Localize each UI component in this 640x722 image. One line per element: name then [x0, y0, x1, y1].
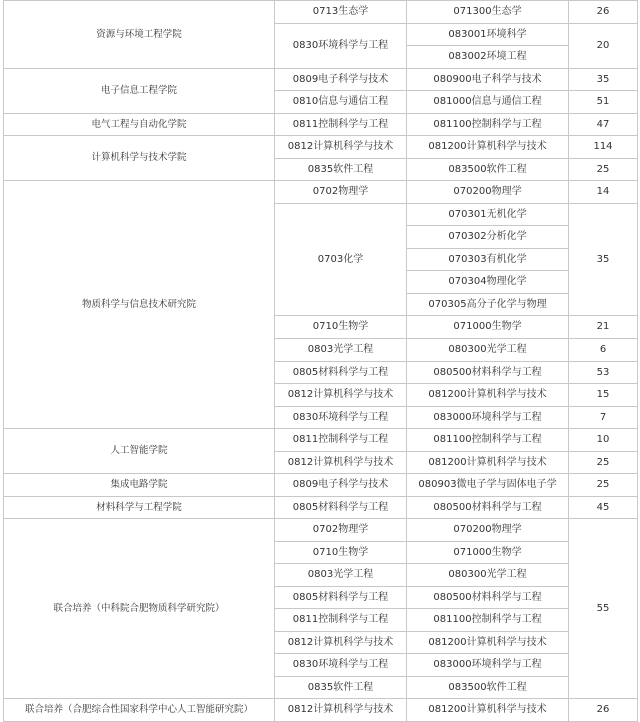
subject-cell: 070301无机化学 [407, 204, 569, 226]
table-row [4, 136, 638, 159]
subject-cell: 081100控制科学与工程 [407, 609, 569, 632]
major-cell: 0710生物学 [275, 316, 407, 339]
major-cell: 0803光学工程 [275, 564, 407, 587]
subject-cell: 070302分析化学 [407, 226, 569, 249]
college-cell: 物质科学与信息技术研究院 [4, 181, 275, 429]
table-row [4, 497, 638, 519]
college-cell: 材料科学与工程学院 [4, 497, 275, 519]
major-cell: 0830环境科学与工程 [275, 407, 407, 429]
subject-cell: 080500材料科学与工程 [407, 497, 569, 519]
college-cell: 计算机科学与技术学院 [4, 136, 275, 181]
major-cell: 0803光学工程 [275, 339, 407, 362]
major-cell: 0835软件工程 [275, 677, 407, 699]
subject-cell: 083002环境工程 [407, 46, 569, 69]
major-cell: 0710生物学 [275, 542, 407, 564]
college-cell: 人工智能学院 [4, 429, 275, 474]
college-cell: 联合培养（合肥综合性国家科学中心人工智能研究院） [4, 699, 275, 722]
major-cell: 0810信息与通信工程 [275, 91, 407, 114]
table-row [4, 114, 638, 136]
table-row [4, 69, 638, 91]
quota-cell: 51 [569, 91, 638, 114]
subject-cell: 070303有机化学 [407, 249, 569, 271]
major-cell: 0809电子科学与技术 [275, 474, 407, 497]
quota-cell: 47 [569, 114, 638, 136]
subject-cell: 081200计算机科学与技术 [407, 136, 569, 159]
subject-cell: 083001环境科学 [407, 24, 569, 46]
quota-cell: 26 [569, 699, 638, 722]
major-cell: 0812计算机科学与技术 [275, 632, 407, 654]
subject-cell: 083000环境科学与工程 [407, 654, 569, 677]
quota-cell: 21 [569, 316, 638, 339]
major-cell: 0713生态学 [275, 1, 407, 24]
subject-cell: 081200计算机科学与技术 [407, 699, 569, 722]
table-row [4, 181, 638, 204]
college-cell: 电气工程与自动化学院 [4, 114, 275, 136]
table-row [4, 429, 638, 452]
subject-cell: 083500软件工程 [407, 159, 569, 181]
college-cell: 集成电路学院 [4, 474, 275, 497]
quota-cell: 53 [569, 362, 638, 384]
quota-cell: 35 [569, 204, 638, 316]
subject-cell: 070200物理学 [407, 519, 569, 542]
major-cell: 0811控制科学与工程 [275, 609, 407, 632]
major-cell: 0702物理学 [275, 181, 407, 204]
quota-cell: 25 [569, 474, 638, 497]
major-cell: 0805材料科学与工程 [275, 362, 407, 384]
quota-cell: 25 [569, 452, 638, 474]
major-cell: 0811控制科学与工程 [275, 429, 407, 452]
enrollment-table-body [4, 1, 638, 722]
college-cell: 联合培养（中科院合肥物质科学研究院） [4, 519, 275, 699]
subject-cell: 070200物理学 [407, 181, 569, 204]
major-cell: 0811控制科学与工程 [275, 114, 407, 136]
table-row [4, 474, 638, 497]
major-cell: 0830环境科学与工程 [275, 24, 407, 69]
table-row [4, 1, 638, 24]
subject-cell: 083000环境科学与工程 [407, 407, 569, 429]
college-cell: 电子信息工程学院 [4, 69, 275, 114]
subject-cell: 080500材料科学与工程 [407, 362, 569, 384]
subject-cell: 080500材料科学与工程 [407, 587, 569, 609]
quota-cell: 114 [569, 136, 638, 159]
subject-cell: 080903微电子学与固体电子学 [407, 474, 569, 497]
quota-cell: 15 [569, 384, 638, 407]
subject-cell: 070305高分子化学与物理 [407, 294, 569, 316]
subject-cell: 080300光学工程 [407, 339, 569, 362]
subject-cell: 071300生态学 [407, 1, 569, 24]
quota-cell: 14 [569, 181, 638, 204]
major-cell: 0703化学 [275, 204, 407, 316]
major-cell: 0835软件工程 [275, 159, 407, 181]
major-cell: 0812计算机科学与技术 [275, 699, 407, 722]
subject-cell: 070304物理化学 [407, 271, 569, 294]
quota-cell: 35 [569, 69, 638, 91]
quota-cell: 10 [569, 429, 638, 452]
subject-cell: 081100控制科学与工程 [407, 114, 569, 136]
quota-cell: 7 [569, 407, 638, 429]
subject-cell: 071000生物学 [407, 542, 569, 564]
table-row [4, 699, 638, 722]
subject-cell: 071000生物学 [407, 316, 569, 339]
subject-cell: 080900电子科学与技术 [407, 69, 569, 91]
subject-cell: 081200计算机科学与技术 [407, 384, 569, 407]
major-cell: 0812计算机科学与技术 [275, 384, 407, 407]
major-cell: 0830环境科学与工程 [275, 654, 407, 677]
quota-cell: 6 [569, 339, 638, 362]
enrollment-table [3, 0, 638, 722]
subject-cell: 081000信息与通信工程 [407, 91, 569, 114]
quota-cell: 20 [569, 24, 638, 69]
major-cell: 0805材料科学与工程 [275, 587, 407, 609]
major-cell: 0805材料科学与工程 [275, 497, 407, 519]
subject-cell: 080300光学工程 [407, 564, 569, 587]
subject-cell: 081200计算机科学与技术 [407, 632, 569, 654]
college-cell: 资源与环境工程学院 [4, 1, 275, 69]
subject-cell: 083500软件工程 [407, 677, 569, 699]
table-row [4, 519, 638, 542]
major-cell: 0812计算机科学与技术 [275, 452, 407, 474]
quota-cell: 26 [569, 1, 638, 24]
major-cell: 0809电子科学与技术 [275, 69, 407, 91]
major-cell: 0702物理学 [275, 519, 407, 542]
subject-cell: 081100控制科学与工程 [407, 429, 569, 452]
quota-cell: 55 [569, 519, 638, 699]
subject-cell: 081200计算机科学与技术 [407, 452, 569, 474]
quota-cell: 25 [569, 159, 638, 181]
quota-cell: 45 [569, 497, 638, 519]
major-cell: 0812计算机科学与技术 [275, 136, 407, 159]
